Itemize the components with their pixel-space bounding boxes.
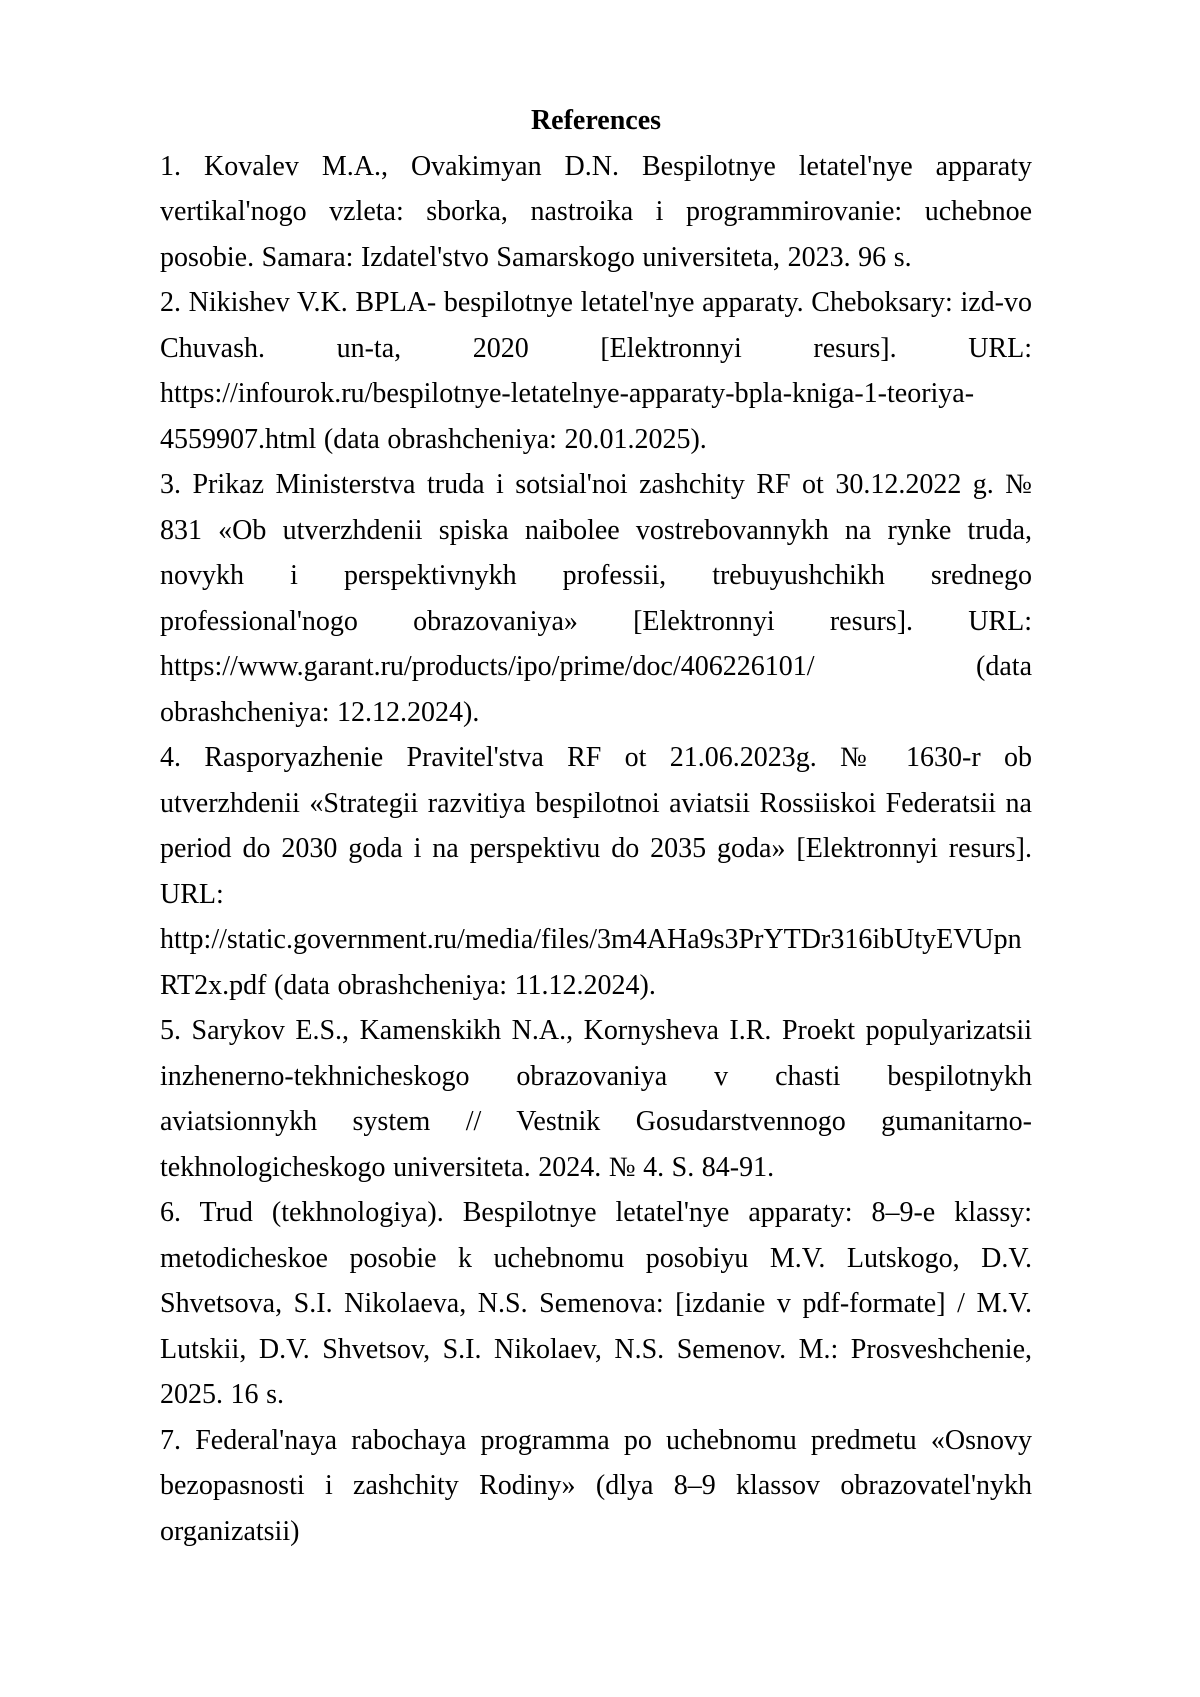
references-heading: References xyxy=(530,105,662,136)
reference-item-3: 3. Prikaz Ministerstva truda i sotsial'noi zashchity RF ot 30.12.2022 g. № 831 «Ob utverzhdenii spiska naibolee vostrebovannykh na rynke truda, novykh i perspektivnykh professii, trebuyushchikh srednego professional'nogo obrazovaniya» [Elektronnyi resurs]. URL: https://www.garant.ru/products/ipo/prime/doc/406226101/ (data obrashcheniya: 12.12.2024). xyxy=(160,469,1032,728)
reference-item-4: 4. Rasporyazhenie Pravitel'stva RF ot 21.06.2023g. № 1630-r ob utverzhdenii «Strategii razvitiya bespilotnoi aviatsii Rossiiskoi Federatsii na period do 2030 goda i na perspektivu do 2035 goda» [Elektronnyi resurs]. URL: http://static.government.ru/media/files/3m4AHa9s3PrYTDr316ibUtyEVUpnRT2x.pdf (data obrashcheniya: 11.12.2024). xyxy=(160,742,1032,1001)
reference-item-5: 5. Sarykov E.S., Kamenskikh N.A., Kornysheva I.R. Proekt populyarizatsii inzhenerno-tekhnicheskogo obrazovaniya v chasti bespilotnykh aviatsionnykh system // Vestnik Gosudarstvennogo gumanitarno-tekhnologicheskogo universiteta. 2024. № 4. S. 84-91. xyxy=(160,1015,1032,1183)
reference-item-1: 1. Kovalev M.A., Ovakimyan D.N. Bespilotnye letatel'nye apparaty vertikal'nogo vzleta: sborka, nastroika i programmirovanie: uchebnoe posobie. Samara: Izdatel'stvo Samarskogo universiteta, 2023. 96 s. xyxy=(160,150,1032,273)
reference-item-7: 7. Federal'naya rabochaya programma po uchebnomu predmetu «Osnovy bezopasnosti i zashchity Rodiny» (dlya 8–9 klassov obrazovatel'nykh organizatsii) xyxy=(160,1424,1032,1547)
reference-item-2: 2. Nikishev V.K. BPLA- bespilotnye letatel'nye apparaty. Cheboksary: izd-vo Chuvash. un-ta, 2020 [Elektronnyi resurs]. URL: https://infourok.ru/bespilotnye-letatelnye-apparaty-bpla-kniga-1-teoriya-4559907.html (data obrashcheniya: 20.01.2025). xyxy=(160,287,1032,455)
reference-item-6: 6. Trud (tekhnologiya). Bespilotnye letatel'nye apparaty: 8–9-e klassy: metodicheskoe posobie k uchebnomu posobiyu M.V. Lutskogo, D.V. Shvetsova, S.I. Nikolaeva, N.S. Semenova: [izdanie v pdf-formate] / M.V. Lutskii, D.V. Shvetsov, S.I. Nikolaev, N.S. Semenov. M.: Prosveshchenie, 2025. 16 s. xyxy=(160,1197,1032,1410)
